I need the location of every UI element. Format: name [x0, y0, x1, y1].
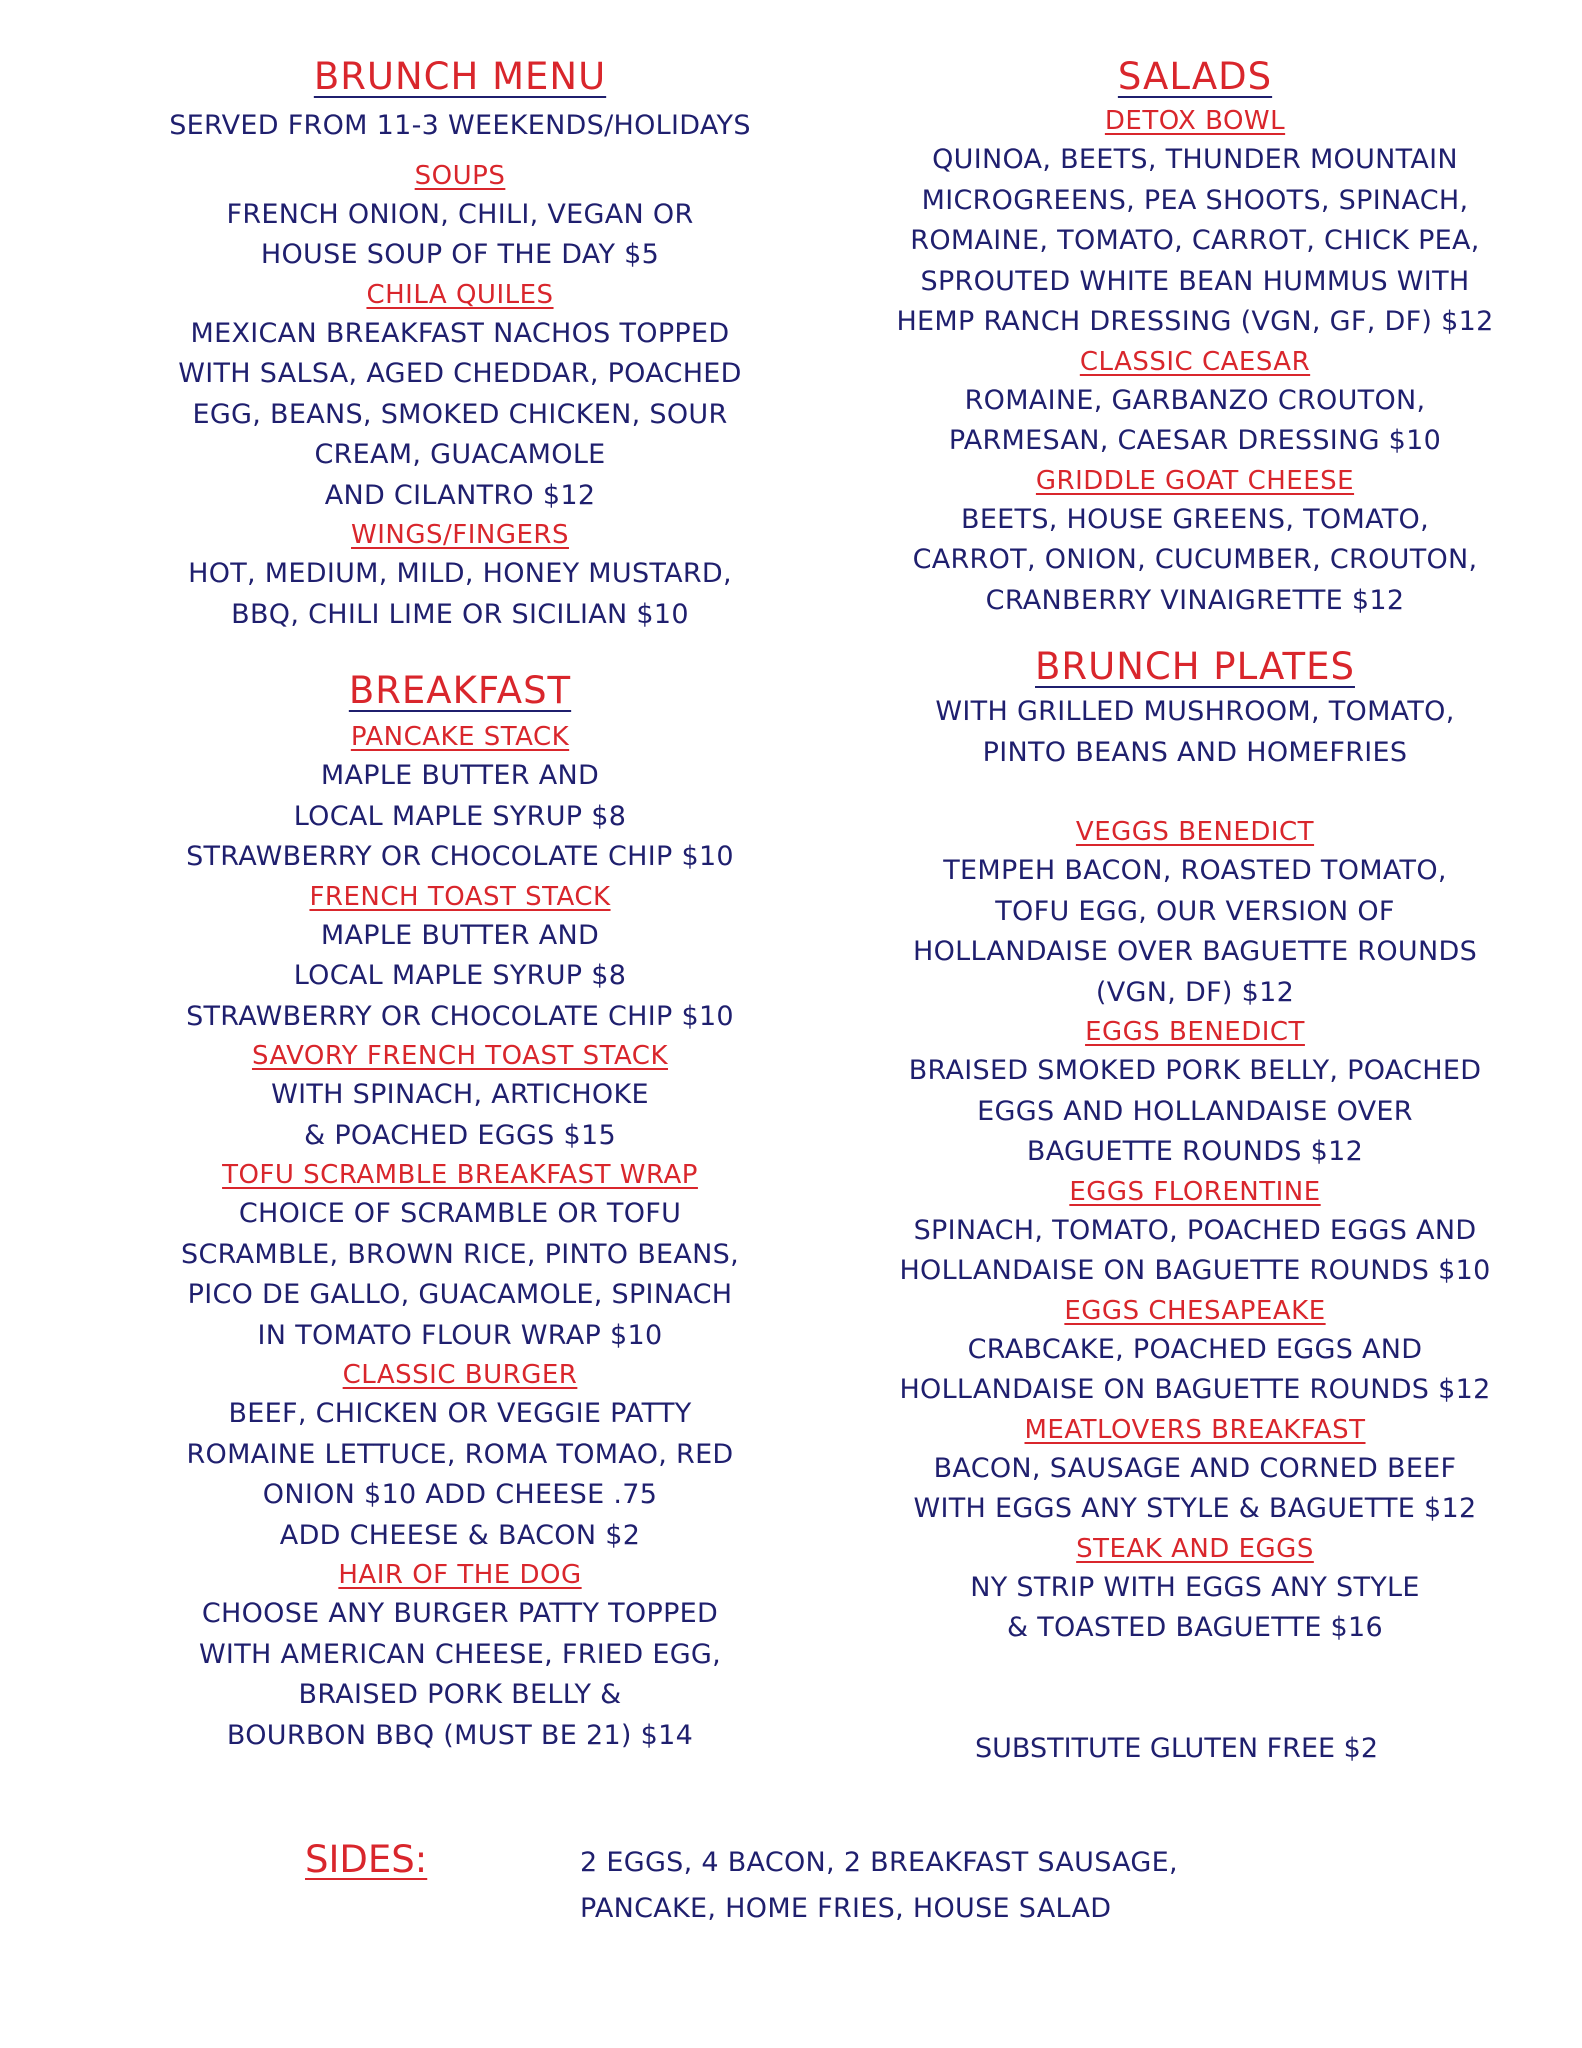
menu-item-title: WINGS/FINGERS — [351, 520, 569, 550]
menu-item-description: BRAISED PORK BELLY & — [298, 1679, 622, 1710]
salads-title: SALADS — [1117, 55, 1273, 98]
menu-item-description: (VGN, DF) $12 — [1095, 976, 1295, 1008]
menu-item-description: HOT, MEDIUM, MILD, HONEY MUSTARD, — [188, 558, 732, 589]
menu-item-title: SOUPS — [414, 160, 506, 191]
menu-item-description: MICROGREENS, PEA SHOOTS, SPINACH, — [921, 184, 1469, 216]
menu-item-description: WITH SALSA, AGED CHEDDAR, POACHED — [178, 358, 742, 389]
menu-item-description: BEETS, HOUSE GREENS, TOMATO, — [961, 503, 1429, 535]
menu-item-title: VEGGS BENEDICT — [1075, 817, 1315, 847]
menu-item-title: DETOX BOWL — [1104, 106, 1286, 136]
menu-item-description: ROMAINE, TOMATO, CARROT, CHICK PEA, — [910, 225, 1480, 256]
menu-item-title: FRENCH TOAST STACK — [309, 881, 611, 912]
menu-item-description: BBQ, CHILI LIME OR SICILIAN $10 — [231, 598, 689, 630]
menu-item-description: MEXICAN BREAKFAST NACHOS TOPPED — [190, 317, 730, 349]
menu-item-description: & POACHED EGGS $15 — [304, 1119, 616, 1151]
menu-item-description: HOLLANDAISE ON BAGUETTE ROUNDS $12 — [899, 1374, 1491, 1405]
menu-item-description: TEMPEH BACON, ROASTED TOMATO, — [943, 855, 1447, 886]
menu-item-description: SPROUTED WHITE BEAN HUMMUS WITH — [920, 265, 1470, 297]
menu-item-title: EGGS BENEDICT — [1085, 1017, 1305, 1047]
menu-item-description: ROMAINE LETTUCE, ROMA TOMAO, RED — [186, 1438, 734, 1470]
menu-item-description: WITH EGGS ANY STYLE & BAGUETTE $12 — [913, 1493, 1477, 1524]
breakfast-title: BREAKFAST — [348, 669, 572, 712]
brunch-plates-title: BRUNCH PLATES — [1035, 645, 1355, 688]
menu-item-description: BOURBON BBQ (MUST BE 21) $14 — [226, 1719, 694, 1751]
menu-item-description: AND CILANTRO $12 — [324, 479, 596, 511]
menu-item-title: MEATLOVERS BREAKFAST — [1024, 1414, 1366, 1445]
menu-item-description: BRAISED SMOKED PORK BELLY, POACHED — [908, 1055, 1482, 1086]
menu-item-description: EGG, BEANS, SMOKED CHICKEN, SOUR — [192, 398, 728, 430]
menu-item-description: ADD CHEESE & BACON $2 — [279, 1519, 641, 1551]
menu-item-title: STEAK AND EGGS — [1076, 1533, 1314, 1564]
menu-item-description: LOCAL MAPLE SYRUP $8 — [293, 800, 627, 832]
menu-item-description: ROMAINE, GARBANZO CROUTON, — [964, 384, 1426, 416]
menu-item-description: TOFU EGG, OUR VERSION OF — [995, 895, 1395, 927]
menu-item-description: FRENCH ONION, CHILI, VEGAN OR — [226, 198, 694, 230]
menu-item-title: TOFU SCRAMBLE BREAKFAST WRAP — [222, 1160, 698, 1190]
breakfast-items — [130, 718, 790, 1756]
menu-item-description: WITH AMERICAN CHEESE, FRIED EGG, — [198, 1638, 722, 1670]
menu-item-description: ONION $10 ADD CHEESE .75 — [262, 1479, 658, 1510]
left-top-items — [130, 157, 790, 636]
menu-item-description: SCRAMBLE, BROWN RICE, PINTO BEANS, — [181, 1238, 739, 1270]
gluten-free-note: SUBSTITUTE GLUTEN FREE $2 — [975, 1733, 1378, 1764]
brunch-plates-items — [855, 813, 1535, 1649]
menu-item-title: SAVORY FRENCH TOAST STACK — [251, 1041, 669, 1071]
text-line: WITH GRILLED MUSHROOM, TOMATO, — [935, 696, 1455, 727]
sides-title: SIDES: — [305, 1838, 428, 1881]
menu-item-title: GRIDDLE GOAT CHEESE — [1035, 465, 1355, 496]
menu-item-description: QUINOA, BEETS, THUNDER MOUNTAIN — [932, 144, 1458, 175]
menu-item-title: CLASSIC CAESAR — [1079, 346, 1311, 377]
menu-item-description: BAGUETTE ROUNDS $12 — [1026, 1136, 1364, 1167]
text-line: PINTO BEANS AND HOMEFRIES — [982, 736, 1408, 768]
menu-item-description: EGGS AND HOLLANDAISE OVER — [977, 1095, 1413, 1127]
brunch-menu-title: BRUNCH MENU — [313, 55, 607, 98]
text-line: 2 EGGS, 4 BACON, 2 BREAKFAST SAUSAGE, — [580, 1847, 1178, 1878]
served-hours: SERVED FROM 11-3 WEEKENDS/HOLIDAYS — [169, 110, 751, 141]
menu-item-description: BACON, SAUSAGE AND CORNED BEEF — [933, 1452, 1457, 1484]
menu-item-description: HOLLANDAISE OVER BAGUETTE ROUNDS — [912, 936, 1478, 967]
menu-item-description: MAPLE BUTTER AND — [320, 760, 600, 791]
menu-item-description: IN TOMATO FLOUR WRAP $10 — [257, 1319, 663, 1351]
menu-item-title: PANCAKE STACK — [350, 722, 570, 752]
menu-item-description: CREAM, GUACAMOLE — [314, 439, 606, 470]
menu-item-description: HOUSE SOUP OF THE DAY $5 — [260, 239, 660, 270]
sides-list — [580, 1840, 1178, 1932]
text-line: PANCAKE, HOME FRIES, HOUSE SALAD — [580, 1893, 1112, 1924]
menu-item-title: EGGS CHESAPEAKE — [1064, 1295, 1326, 1326]
menu-item-description: PICO DE GALLO, GUACAMOLE, SPINACH — [187, 1279, 733, 1310]
menu-item-description: CRABCAKE, POACHED EGGS AND — [967, 1333, 1423, 1365]
salads-items — [855, 102, 1535, 621]
left-column — [130, 55, 790, 1756]
right-column — [855, 55, 1535, 1649]
menu-item-description: WITH SPINACH, ARTICHOKE — [271, 1079, 649, 1110]
menu-item-description: CHOOSE ANY BURGER PATTY TOPPED — [201, 1598, 719, 1629]
menu-item-title: EGGS FLORENTINE — [1069, 1176, 1321, 1207]
menu-item-description: CARROT, ONION, CUCUMBER, CROUTON, — [912, 544, 1478, 575]
menu-item-description: HEMP RANCH DRESSING (VGN, GF, DF) $12 — [896, 306, 1494, 337]
menu-item-title: HAIR OF THE DOG — [338, 1560, 582, 1590]
menu-item-description: NY STRIP WITH EGGS ANY STYLE — [970, 1571, 1420, 1603]
menu-item-description: SPINACH, TOMATO, POACHED EGGS AND — [913, 1214, 1477, 1246]
menu-item-description: & TOASTED BAGUETTE $16 — [1007, 1612, 1383, 1643]
menu-item-description: MAPLE BUTTER AND — [320, 919, 600, 951]
menu-item-description: LOCAL MAPLE SYRUP $8 — [293, 960, 627, 991]
menu-item-description: CRANBERRY VINAIGRETTE $12 — [985, 584, 1405, 616]
menu-item-title: CLASSIC BURGER — [342, 1360, 578, 1390]
menu-item-description: STRAWBERRY OR CHOCOLATE CHIP $10 — [186, 1000, 734, 1032]
menu-item-description: HOLLANDAISE ON BAGUETTE ROUNDS $10 — [899, 1255, 1491, 1286]
menu-item-description: CHOICE OF SCRAMBLE OR TOFU — [238, 1198, 682, 1229]
menu-item-description: BEEF, CHICKEN OR VEGGIE PATTY — [228, 1398, 692, 1429]
menu-item-description: PARMESAN, CAESAR DRESSING $10 — [948, 425, 1442, 456]
menu-item-description: STRAWBERRY OR CHOCOLATE CHIP $10 — [186, 841, 734, 872]
menu-item-title: CHILA QUILES — [366, 279, 554, 310]
plates-intro — [855, 692, 1535, 773]
